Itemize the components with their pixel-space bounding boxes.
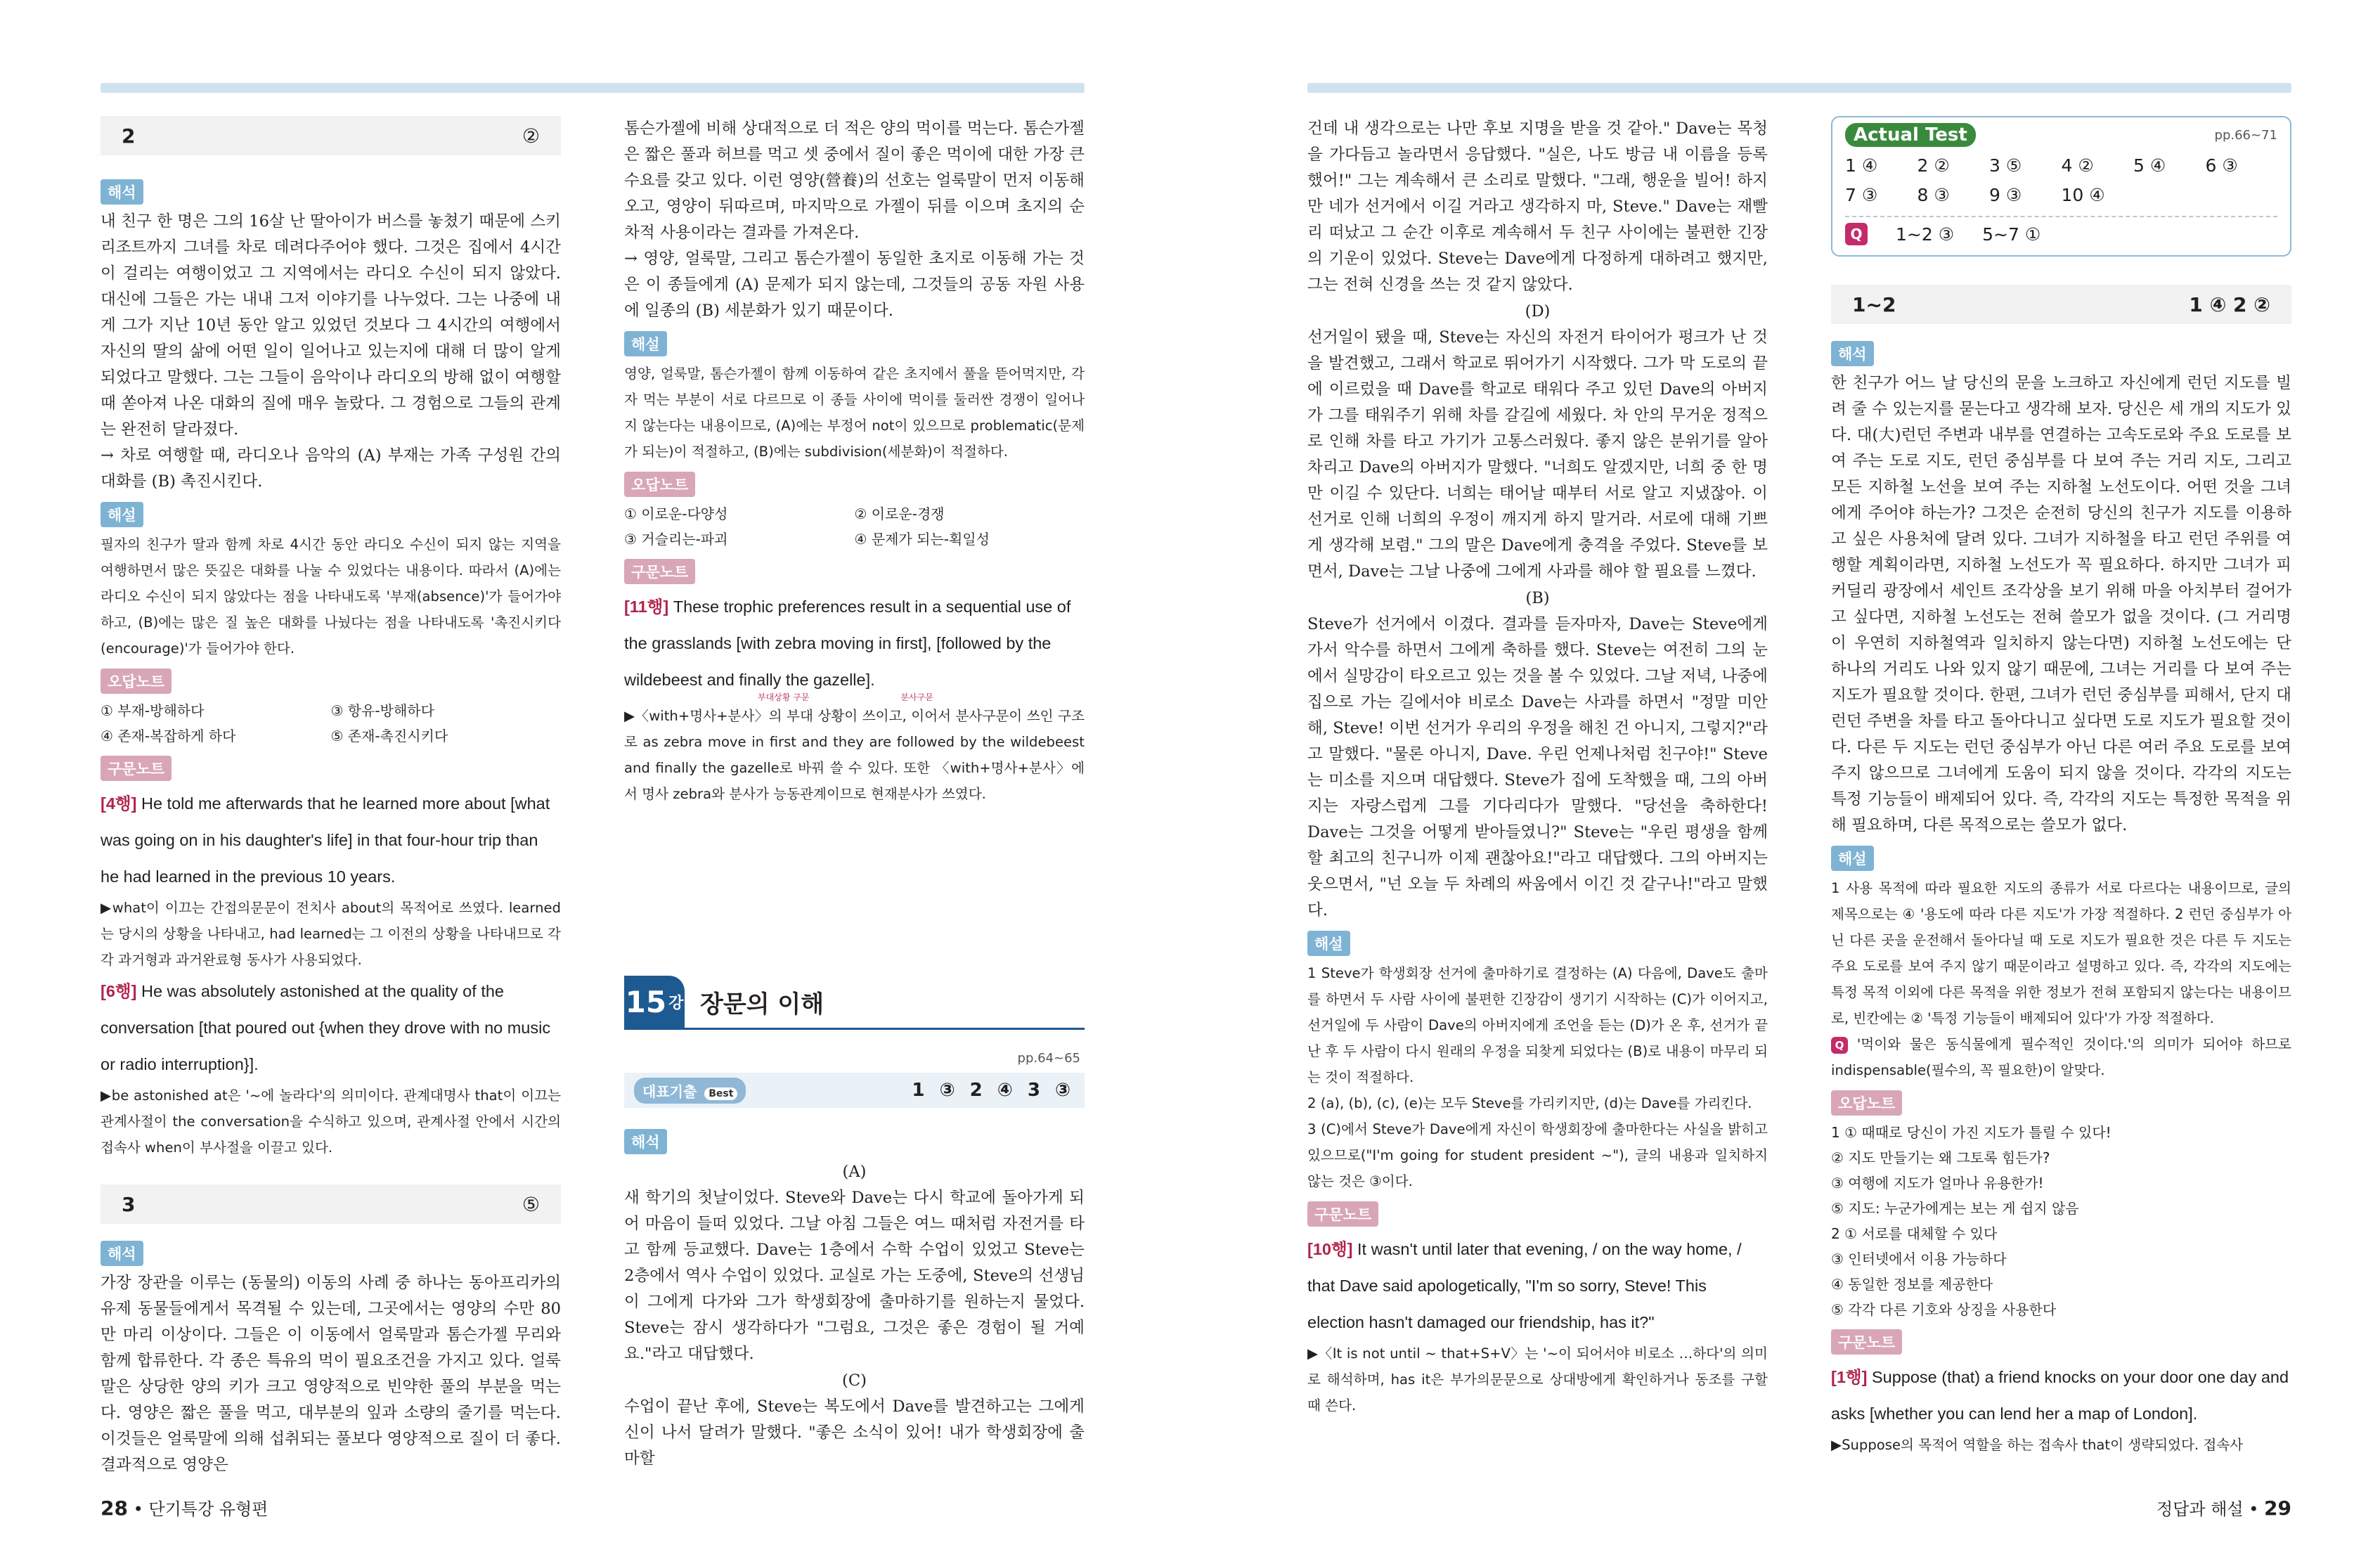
page-range: pp.66~71 [2214,127,2277,143]
haeseok-tag: 해석 [1831,341,1874,366]
answer: 5~7 ① [1982,224,2041,245]
left-column-2 [624,116,1085,1472]
line-ref: [4행] [101,794,137,813]
actual-test-box [1831,116,2291,257]
footer-text: 정답과 해설 [2156,1499,2244,1519]
section-label: (B) [1525,589,1550,607]
translation-text: 내 친구 한 명은 그의 16살 난 딸아이가 버스를 놓쳤기 때문에 스키 리조트까지 그녀를 차로 데려다주어야 했다. 그것은 집에서 4시간이 걸리는 여행이었고 그 지역에서는 라디오 수신이 되지 않았다. 대신에 그들은 가는 내내 그저 이야기를 나누었다. 그는 나중에 내게 그가 지난 10년 동안 알고 있었던 것보다 그 4시간의 여행에서 자신의 딸의 삶에 어떤 일이 일어나고 있는지에 대해 더 많이 알게 되었다고 말했다. 그는 그들이 음악이나 라디오의 방해 없이 여행할 때 쏟아져 나온 대화의 질에 매우 놀랐다. 그 경험으로 그들의 관계는 완전히 달라졌다. [101,212,561,439]
grammar-text: He was absolutely astonished at the quality of the conversation [that poured out {when they drove with no music or radio interruption}]. [101,982,551,1073]
haeseol-tag: 해설 [1831,846,1874,871]
footer-dot: • [133,1499,149,1519]
haeseok-tag: 해석 [624,1129,667,1154]
haeseol-tag: 해설 [624,331,667,356]
question-3-block [101,1184,561,1478]
grammar-note: ▶what이 이끄는 간접의문문이 전치사 about의 목적어로 쓰였다. learned는 당시의 상황을 나타내고, had learned는 그 이전의 상황을 나타내므로 각각 과거형과 과거완료형 동사가 사용되었다. [101,900,561,968]
odap-tag: 오답노트 [624,472,695,497]
explanation-text: 1 사용 목적에 따라 필요한 지도의 종류가 서로 다르다는 내용이므로, 글의 제목으로는 ④ '용도에 따라 다른 지도'가 가장 적절하다. 2 런던 중심부가 아닌 다른 곳을 운전해서 돌아다닐 때 도로 지도가 필요한 것은 다른 두 지도는 주요 도로를 보여 주지 않기 때문이라고 설명하고 있다. 즉, 각각의 지도에는 특정 목적 이외에 다른 목적을 위한 정보가 전혀 포함되지 않는다는 내용이므로, 빈칸에는 ② '특정 기능들이 배제되어 있다'가 가장 적절하다. [1831,880,2291,1026]
question-number: 2 [122,124,136,148]
grammar-sentence [101,785,561,895]
odap-item: ① 이로운-다양성 [624,505,728,522]
odap-item: 1 ① 때때로 당신이 가진 지도가 틀릴 수 있다! [1831,1124,2111,1141]
answer: 5 ④ [2133,155,2166,176]
grammar-sentence [101,973,561,1083]
line-ref: [10행] [1307,1240,1353,1258]
grammar-text: He told me afterwards that he learned more about [what was going on in his daughter's life] in that four-hour trip than he had learned in the previous 10 years. [101,794,550,886]
answer: 8 ③ [1917,185,1950,205]
story-text: 수업이 끝난 후에, Steve는 복도에서 Dave를 발견하고는 그에게 신이 나서 달려가 말했다. "좋은 소식이 있어! 내가 학생회장에 출마할 [624,1397,1085,1468]
translation-text: 가장 장관을 이루는 (동물의) 이동의 사례 중 하나는 동아프리카의 유제 동물들에게서 목격될 수 있는데, 그곳에서는 영양의 수만 80만 마리 이상이다. 그들은 이 이동에서 얼룩말과 톰슨가젤 무리와 함께 합류한다. 각 종은 특유의 먹이 필요조건을 가지고 있다. 얼룩말은 상당한 양의 키가 크고 영양적으로 빈약한 풀의 부분을 먹는다. 영양은 짧은 풀을 먹고, 대부분의 잎과 소량의 줄기를 먹는다. 이것들은 얼룩말에 의해 섭취되는 풀보다 영양적으로 질이 더 좋다. 결과적으로 영양은 [101,1274,561,1474]
top-bar-right [1307,83,2291,93]
odap-tag: 오답노트 [101,669,172,694]
extra-answers [1845,216,2277,245]
gumun-tag: 구문노트 [1307,1201,1378,1227]
best-label: 대표기출 Best [634,1078,746,1104]
right-column-2 [1831,116,2291,1458]
page-number: 29 [2264,1497,2291,1520]
page-range: pp.64~65 [1017,1051,1080,1066]
footer-dot: • [2249,1499,2265,1519]
grammar-text: It wasn't until later that evening, / on the way home, / that Dave said apologetically, "I'm so sorry, Steve! This election hasn't damaged our friendship, has it?" [1307,1240,1742,1331]
gumun-tag: 구문노트 [101,756,172,781]
question-2-header [101,116,561,155]
story-text: 새 학기의 첫날이었다. Steve와 Dave는 다시 학교에 돌아가게 되어 마음이 들떠 있었다. 그날 아침 그들은 여느 때처럼 자전거를 타고 함께 등교했다. Dave는 1층에서 수학 수업이 있었고 Steve는 2층에서 역사 수업이 있었다. 교실로 가는 도중에, Steve의 선생님이 그에게 다가와 그가 학생회장에 출마하기를 원하는지 물었다. Steve는 잠시 생각하다가 "그럼요, 그것은 좋은 경험이 될 거예요."라고 대답했다. [624,1189,1085,1363]
line-ref: [1행] [1831,1368,1868,1386]
explanation-item: 1 Steve가 학생회장 선거에 출마하기로 결정하는 (A) 다음에, Dave도 출마를 하면서 두 사람 사이에 불편한 긴장감이 생기기 시작하는 (C)가 이어지고, 선거일에 두 사람이 Dave의 아버지에게 조언을 듣는 (D)가 온 후, 선거가 끝난 후 두 사람이 다시 원래의 우정을 되찾게 되었다는 (B)로 내용이 마무리 되는 것이 적절하다. [1307,965,1768,1085]
right-footer [2156,1495,2291,1520]
wrong-answer-notes [1831,1120,2291,1322]
gumun-tag: 구문노트 [1831,1329,1902,1355]
odap-item: ② 이로운-경쟁 [854,505,945,522]
question-number: 1~2 [1852,292,1896,316]
sublabel: 부대상황 구문 [758,692,810,702]
haeseok-tag: 해석 [101,179,143,205]
grammar-sentence [1831,1359,2291,1432]
odap-item: ③ 인터넷에서 이용 가능하다 [1831,1251,2007,1267]
left-column-1 [101,116,561,1161]
section-label: (D) [1525,302,1551,321]
q-icon: Q [1831,1037,1848,1054]
answer: 9 ③ [1989,185,2022,205]
answer: 4 ② [2061,155,2094,176]
odap-item: ③ 거슬리는-파괴 [624,531,728,548]
lesson-title: 장문의 이해 [700,990,824,1019]
summary-text: → 영양, 얼룩말, 그리고 톰슨가젤이 동일한 초지로 이동해 가는 것은 이 종들에게 (A) 문제가 되지 않는데, 그것들의 공동 자원 사용에 일종의 (B) 세분화가 있기 때문이다. [624,250,1085,320]
grammar-note: ▶Suppose의 목적어 역할을 하는 접속사 that이 생략되었다. 접속사 [1831,1437,2244,1453]
explanation-text: 필자의 친구가 딸과 함께 차로 4시간 동안 라디오 수신이 되지 않는 지역을 여행하면서 많은 뜻깊은 대화를 나눌 수 있었다는 내용이다. 따라서 (A)에는 라디오 수신이 되지 않았다는 점을 나타내도록 '부재(absence)'가 들어가야 하고, (B)에는 많은 질 높은 대화를 나눴다는 점을 나타내도록 '촉진시키다(encourage)'가 들어가야 한다. [101,536,561,657]
answer: 3 ⑤ [1989,155,2022,176]
story-text: 선거일이 됐을 때, Steve는 자신의 자전거 타이어가 펑크가 난 것을 발견했고, 그래서 학교로 뛰어가기 시작했다. 그가 막 도로의 끝에 이르렀을 때 Dave를 학교로 태워다 주고 있던 Dave의 아버지가 그를 태워주기 위해 차를 갈길에 세웠다. 차 안의 무거운 정적으로 인해 차를 타고 가기가 고통스러웠다. 좋지 않은 분위기를 알아차리고 Dave의 아버지가 말했다. "너희도 알겠지만, 너희 중 한 명만 이길 수 있단다. 너희는 태어날 때부터 서로 알고 지냈잖아. 이 선거로 인해 너희의 우정이 깨지게 하지 말거라. 서로에 대해 기쁘게 생각해 보렴." 그의 말은 Dave에게 충격을 주었다. Steve를 보면서, Dave는 그날 나중에 그에게 사과를 해야 할 필요를 느꼈다. [1307,328,1768,581]
translation-text: 한 친구가 어느 날 당신의 문을 노크하고 자신에게 런던 지도를 빌려 줄 수 있는지를 묻는다고 생각해 보자. 당신은 세 개의 지도가 있다. 대(大)런던 주변과 내부를 연결하는 고속도로와 주요 도로를 보여 주는 도로 지도, 런던 중심부를 다 보여 주는 거리 지도, 그리고 모든 지하철 노선을 보여 주는 지하철 노선도이다. 어떤 것을 그녀에게 주어야 하는가? 그것은 순전히 당신의 친구가 지도를 이용하고 싶은 사용처에 달려 있다. 그녀가 지하철을 타고 런던 주위를 여행할 계획이라면, 지하철 노선도가 꼭 필요하다. 하지만 그녀가 피커딜리 광장에서 세인트 조각상을 보기 위해 마을 아치부터 걸어가고 싶다면, 지하철 노선도는 전혀 쓸모가 없을 것이다. (그 거리명이 우연히 지하철역과 일치하지 않는다면) 지하철 노선도에는 단 하나의 거리도 나와 있지 않기 때문에, 그녀는 거리를 다 보여 주는 지도가 필요할 것이다. 한편, 그녀가 런던 중심부를 피해서, 단지 대런던 주변을 차를 타고 돌아다니고 싶다면 도로 지도가 필요할 것이다. 다른 두 지도는 런던 중심부가 아닌 다른 여러 주요 도로를 보여 주지 않으므로 그녀에게 도움이 되지 않을 것이다. 각각의 지도는 특정 기능들이 배제되어 있다. 즉, 각각의 지도는 특정한 목적을 위해 필요하며, 다른 목적으로는 쓸모가 없다. [1831,374,2291,834]
gumun-tag: 구문노트 [624,559,695,584]
story-text: Steve가 선거에서 이겼다. 결과를 듣자마자, Dave는 Steve에게 가서 악수를 하면서 그에게 축하를 했다. Steve는 여전히 그의 눈에서 실망감이 타오르고 있는 것을 볼 수 있었다. 그날 저녁, 나중에 집으로 가는 길에서야 비로소 Dave는 사과를 하면서 "정말 미안해, Steve! 이번 선거가 우리의 우정을 해친 건 아니지, 그렇지?"라고 말했다. "물론 아니지, Dave. 우린 언제나처럼 친구야!" Steve는 미소를 지으며 대답했다. Steve가 집에 도착했을 때, 그의 아버지는 자랑스럽게 그를 기다리다가 말했다. "당선을 축하한다! Dave는 그것을 어떻게 받아들였니?" Steve는 "우린 평생을 함께 할 최고의 친구니까 이제 괜찮아요!"라고 대답했다. 그의 아버지는 웃으면서, "넌 오늘 두 차례의 싸움에서 이긴 것 같구나!"라고 말했다. [1307,615,1768,919]
haeseol-tag: 해설 [101,502,143,527]
grammar-text: These trophic preferences result in a sequential use of the grasslands [with zebra moving in first], [followed by the wildebeest and finally the gazelle]. [624,598,1071,689]
line-ref: [6행] [101,982,137,1000]
grammar-note: ▶be astonished at은 '~에 놀라다'의 의미이다. 관계대명사 that이 이끄는 관계사절이 the conversation을 수식하고 있으며, 관계사절 안에서 시간의 접속사 when이 부사절을 이끌고 있다. [101,1087,561,1156]
answer: 7 ③ [1845,185,1878,205]
left-footer [101,1495,268,1520]
grammar-text: Suppose (that) a friend knocks on your door one day and asks [whether you can lend her a map of London]. [1831,1368,2289,1423]
grammar-sentence [1307,1231,1768,1341]
question-3-header [101,1184,561,1224]
odap-item: ⑤ 존재-촉진시키다 [330,728,448,744]
lesson-number: 15 강 [624,976,685,1028]
answer-grid [1845,151,2277,210]
odap-tag: 오답노트 [1831,1090,1902,1116]
lesson-header [624,976,1085,1030]
translation-continued: 톰슨가젤에 비해 상대적으로 더 적은 양의 먹이를 먹는다. 톰슨가젤은 짧은 풀과 허브를 먹고 셋 중에서 질이 좋은 먹이에 대한 가장 큰 수요를 갖고 있다. 이런 영양(營養)의 선호는 얼룩말이 먼저 이동해 오고, 영양이 뒤따르며, 마지막으로 가젤이 뒤를 이으며 초지의 순차적 사용이라는 결과를 가져온다. [624,120,1085,242]
grammar-sublabels [758,691,1085,703]
grammar-note: ▶〈with+명사+분사〉의 부대 상황이 쓰이고, 이어서 분사구문이 쓰인 구조로 as zebra move in first and they are followed by the wildebeest and finally the gazelle로 바꿔 쓸 수 있다. 또한 〈with+명사+분사〉에서 명사 zebra와 분사가 능동관계이므로 현재분사가 쓰였다. [624,708,1085,802]
haeseol-tag: 해설 [1307,931,1350,956]
actual-test-label: Actual Test [1845,123,1976,147]
odap-item: ③ 여행에 지도가 얼마나 유용한가! [1831,1175,2044,1191]
question-answer: ② [522,124,540,148]
summary-text: → 차로 여행할 때, 라디오나 음악의 (A) 부재는 가족 구성원 간의 대화를 (B) 촉진시킨다. [101,446,561,491]
grammar-sentence [624,588,1085,698]
answer: 1 ④ [1845,155,1878,176]
section-label: (A) [842,1163,867,1181]
answer: 1~2 ③ [1896,224,1955,245]
answer: 10 ④ [2061,185,2105,205]
best-answers-bar [624,1073,1085,1108]
footer-text: 단기특강 유형편 [148,1499,269,1519]
q-note [1831,1031,2291,1083]
odap-item: ⑤ 지도: 누군가에게는 보는 게 쉽지 않음 [1831,1200,2079,1217]
question-1-2-header [1831,285,2291,324]
odap-item: ⑤ 각각 다른 기호와 상징을 사용한다 [1831,1301,2057,1318]
explanation-item: 3 (C)에서 Steve가 Dave에게 자신이 학생회장에 출마한다는 사실을 밝히고 있으므로("I'm going for student president ~"), 글의 내용과 일치하지 않는 것은 ③이다. [1307,1121,1768,1189]
story-continued: 건데 내 생각으로는 나만 후보 지명을 받을 것 같아." Dave는 목청을 가다듬고 놀라면서 응답했다. "실은, 나도 방금 내 이름을 등록했어!" 그는 계속해서 큰 소리로 말했다. "그래, 행운을 빌어! 하지만 네가 선거에서 이길 거라고 생각하지 마, Steve." Dave는 재빨리 떠났고 그 순간 이후로 계속해서 두 친구 사이에는 불편한 긴장의 기운이 있었다. Steve는 Dave에게 다정하게 대하려고 했지만, 그는 전혀 신경을 쓰는 것 같지 않았다. [1307,120,1768,294]
odap-item: ② 지도 만들기는 왜 그토록 힘든가? [1831,1149,2050,1166]
odap-item: ④ 문제가 되는-획일성 [854,531,990,548]
sublabel: 분사구문 [900,692,933,702]
odap-item: ③ 항유-방해하다 [330,702,434,719]
grammar-note: ▶〈It is not until ~ that+S+V〉는 '~이 되어서야 비로소 …하다'의 의미로 해석하며, has it은 부가의문문으로 상대방에게 확인하거나 동조를 구할 때 쓴다. [1307,1345,1768,1414]
haeseok-tag: 해석 [101,1241,143,1266]
page-number: 28 [101,1497,128,1520]
answer: 6 ③ [2205,155,2238,176]
question-answer: 1 ④ 2 ② [2189,292,2270,316]
right-column-1 [1307,116,1768,1419]
odap-item: ④ 존재-복잡하게 하다 [101,728,236,744]
odap-item: ① 부재-방해하다 [101,702,205,719]
explanation-item: 2 (a), (b), (c), (e)는 모두 Steve를 가리키지만, (d)는 Dave를 가리킨다. [1307,1095,1752,1111]
q-note-text: '먹이와 물은 동식물에게 필수적인 것이다.'의 의미가 되어야 하므로 indispensable(필수의, 꼭 필요한)이 알맞다. [1831,1036,2291,1078]
section-label: (C) [842,1371,867,1390]
actual-test-top [1845,123,2277,147]
line-ref: [11행] [624,598,669,616]
q-icon: Q [1845,223,1868,245]
answer: 2 ② [1917,155,1950,176]
question-number: 3 [122,1192,136,1216]
best-answers: 1 ③ 2 ④ 3 ③ [912,1080,1075,1101]
wrong-answer-notes [101,698,561,749]
top-bar-left [101,83,1085,93]
odap-item: ④ 동일한 정보를 제공한다 [1831,1276,1993,1293]
explanation-text: 영양, 얼룩말, 톰슨가젤이 함께 이동하여 같은 초지에서 풀을 뜯어먹지만, 각자 먹는 부분이 서로 다르므로 이 종들 사이에 먹이를 둘러싼 경쟁이 일어나지 않는다는 내용이므로, (A)에는 부정어 not이 있으므로 problematic(문제가 되는)이 적절하고, (B)에는 subdivision(세분화)이 적절하다. [624,366,1085,460]
wrong-answer-notes [624,501,1085,552]
odap-item: 2 ① 서로를 대체할 수 있다 [1831,1225,1998,1242]
question-answer: ⑤ [522,1192,540,1216]
